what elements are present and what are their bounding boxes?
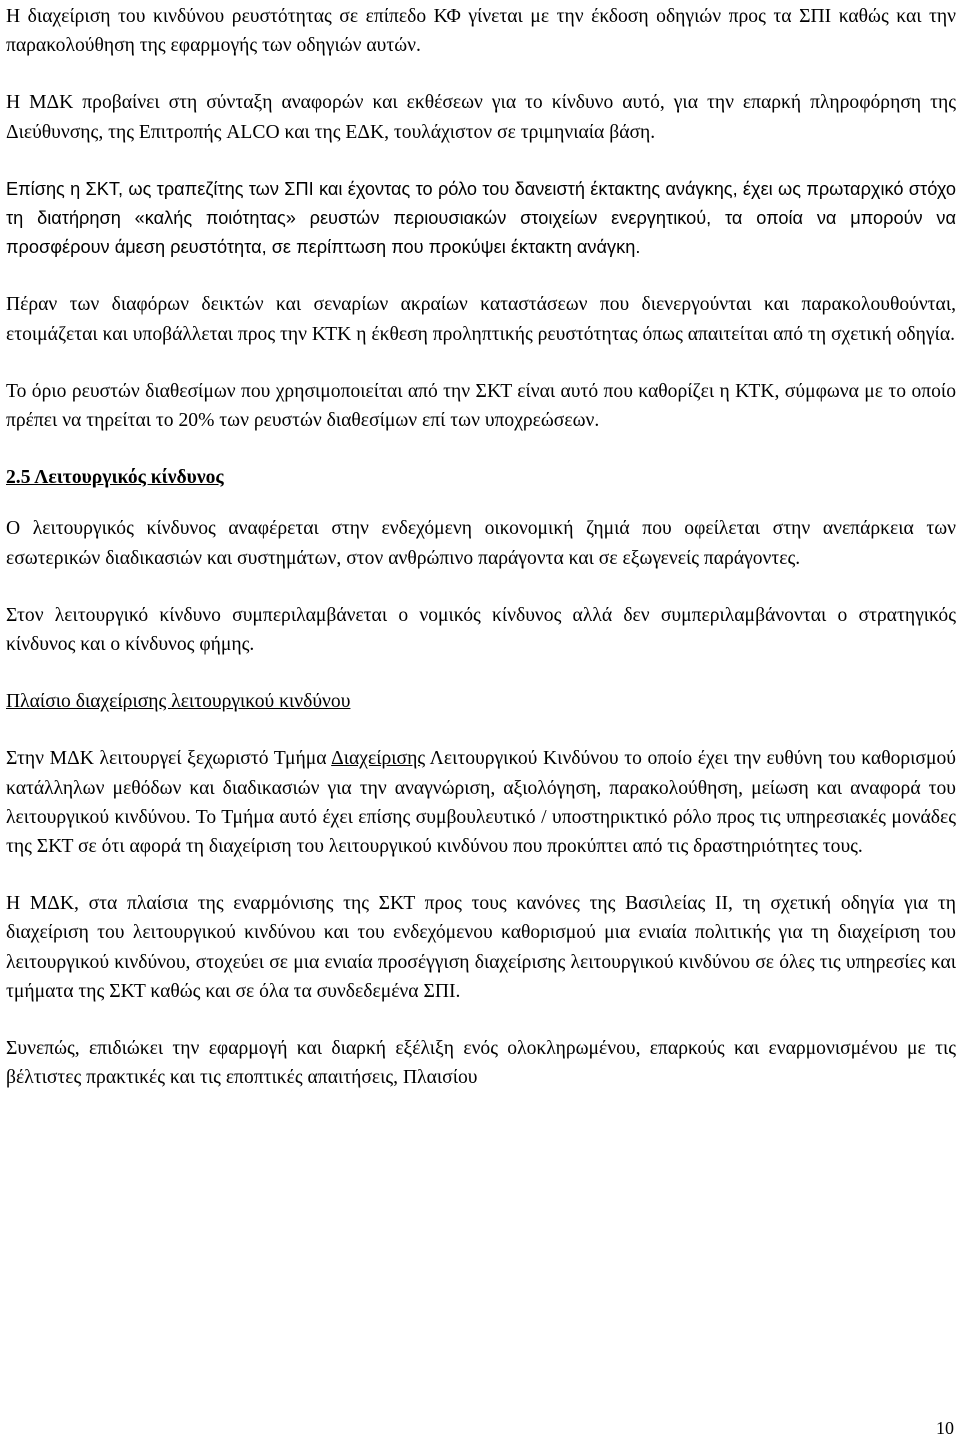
paragraph-text-start: Στην ΜΔΚ λειτουργεί ξεχωριστό Τμήμα: [6, 748, 332, 770]
paragraph-central-bank-role: Επίσης η ΣΚΤ, ως τραπεζίτης των ΣΠΙ και έχοντας το ρόλο του δανειστή έκτακτης ανάγκης, έχει ως πρωταρχικό στόχο τη διατήρηση «καλής ποιότητας» ρευστών περιουσιακών στοιχείων ενεργητικού, τα οποία να μπορούν να προσφέρουν άμεση ρευστότητα, σε περίπτωση που προκύψει έκτακτη ανάγκη.: [6, 178, 956, 258]
paragraph-framework-pursuit: Συνεπώς, επιδιώκει την εφαρμογή και διαρκή εξέλιξη ενός ολοκληρωμένου, επαρκούς και εναρμονισμένου με τις βέλτιστες πρακτικές και τις εποπτικές απαιτήσεις, Πλαισίου: [6, 1038, 956, 1089]
paragraph-liquidity-management: Η διαχείριση του κινδύνου ρευστότητας σε επίπεδο ΚΦ γίνεται με την έκδοση οδηγιών προς τα ΣΠΙ καθώς και την παρακολούθηση της εφαρμογής των οδηγιών αυτών.: [6, 6, 956, 57]
section-heading-operational-risk: 2.5 Λειτουργικός κίνδυνος: [6, 467, 224, 489]
paragraph-operational-risk-definition: Ο λειτουργικός κίνδυνος αναφέρεται στην ενδεχόμενη οικονομική ζημιά που οφείλεται στην ανεπάρκεια των εσωτερικών διαδικασιών και συστημάτων, στον ανθρώπινο παράγοντα και σε εξωγενείς παράγοντες.: [6, 518, 956, 569]
paragraph-liquidity-limit: Το όριο ρευστών διαθεσίμων που χρησιμοποιείται από την ΣΚΤ είναι αυτό που καθορίζει η ΚΤΚ, σύμφωνα με το οποίο πρέπει να τηρείται το 20% των ρευστών διαθεσίμων επί των υποχρεώσεων.: [6, 380, 956, 432]
subsection-heading-framework: Πλαίσιο διαχείρισης λειτουργικού κινδύνου: [6, 691, 351, 713]
paragraph-operational-risk-scope: Στον λειτουργικό κίνδυνο συμπεριλαμβάνεται ο νομικός κίνδυνος αλλά δεν συμπεριλαμβάνονται ο στρατηγικός κίνδυνος και ο κίνδυνος φήμης.: [6, 604, 956, 656]
document-page: [6, 2, 956, 1120]
paragraph-operational-risk-department: [6, 744, 956, 861]
page-number: 10: [936, 1418, 954, 1438]
paragraph-basel-harmonisation: Η ΜΔΚ, στα πλαίσια της εναρμόνισης της ΣΚΤ προς τους κανόνες της Βασιλείας ΙΙ, τη σχετική οδηγία για τη διαχείριση του λειτουργικού κινδύνου και του ενδεχόμενου καθορισμού μια ενιαία πολιτικής για τη διαχείριση του λειτουργικού κινδύνου, στοχεύει σε μια ενιαία προσέγγιση διαχείρισης λειτουργικού κινδύνου σε όλες τις υπηρεσίες και τμήματα της ΣΚΤ καθώς και σε όλα τα συνδεδεμένα ΣΠΙ.: [6, 893, 956, 1002]
underlined-word: Διαχείρισης: [331, 748, 426, 770]
paragraph-text-end: Λειτουργικού Κινδύνου το οποίο έχει την ευθύνη του καθορισμού κατάλληλων μεθόδων και διαδικασιών για την αναγνώριση, αξιολόγηση, παρακολούθηση, μείωση και αναφορά του λειτουργικού κινδύνου. Το Τμήμα αυτό έχει επίσης συμβουλευτικό / υποστηρικτικό ρόλο προς τις υπηρεσιακές μονάδες της ΣΚΤ σε ότι αφορά τη διαχείριση του λειτουργικού κινδύνου που προκύπτει από τις δραστηριότητες τους.: [6, 748, 956, 858]
paragraph-stress-scenarios: Πέραν των διαφόρων δεικτών και σεναρίων ακραίων καταστάσεων που διενεργούνται και παρακολουθούνται, ετοιμάζεται και υποβάλλεται προς την ΚΤΚ η έκθεση προληπτικής ρευστότητας όπως απαιτείται από τη σχετική οδηγία.: [6, 294, 956, 345]
paragraph-reporting: Η ΜΔΚ προβαίνει στη σύνταξη αναφορών και εκθέσεων για το κίνδυνο αυτό, για την επαρκή πληροφόρηση της Διεύθυνσης, της Επιτροπής ALCO και της ΕΔΚ, τουλάχιστον σε τριμηνιαία βάση.: [6, 92, 956, 143]
